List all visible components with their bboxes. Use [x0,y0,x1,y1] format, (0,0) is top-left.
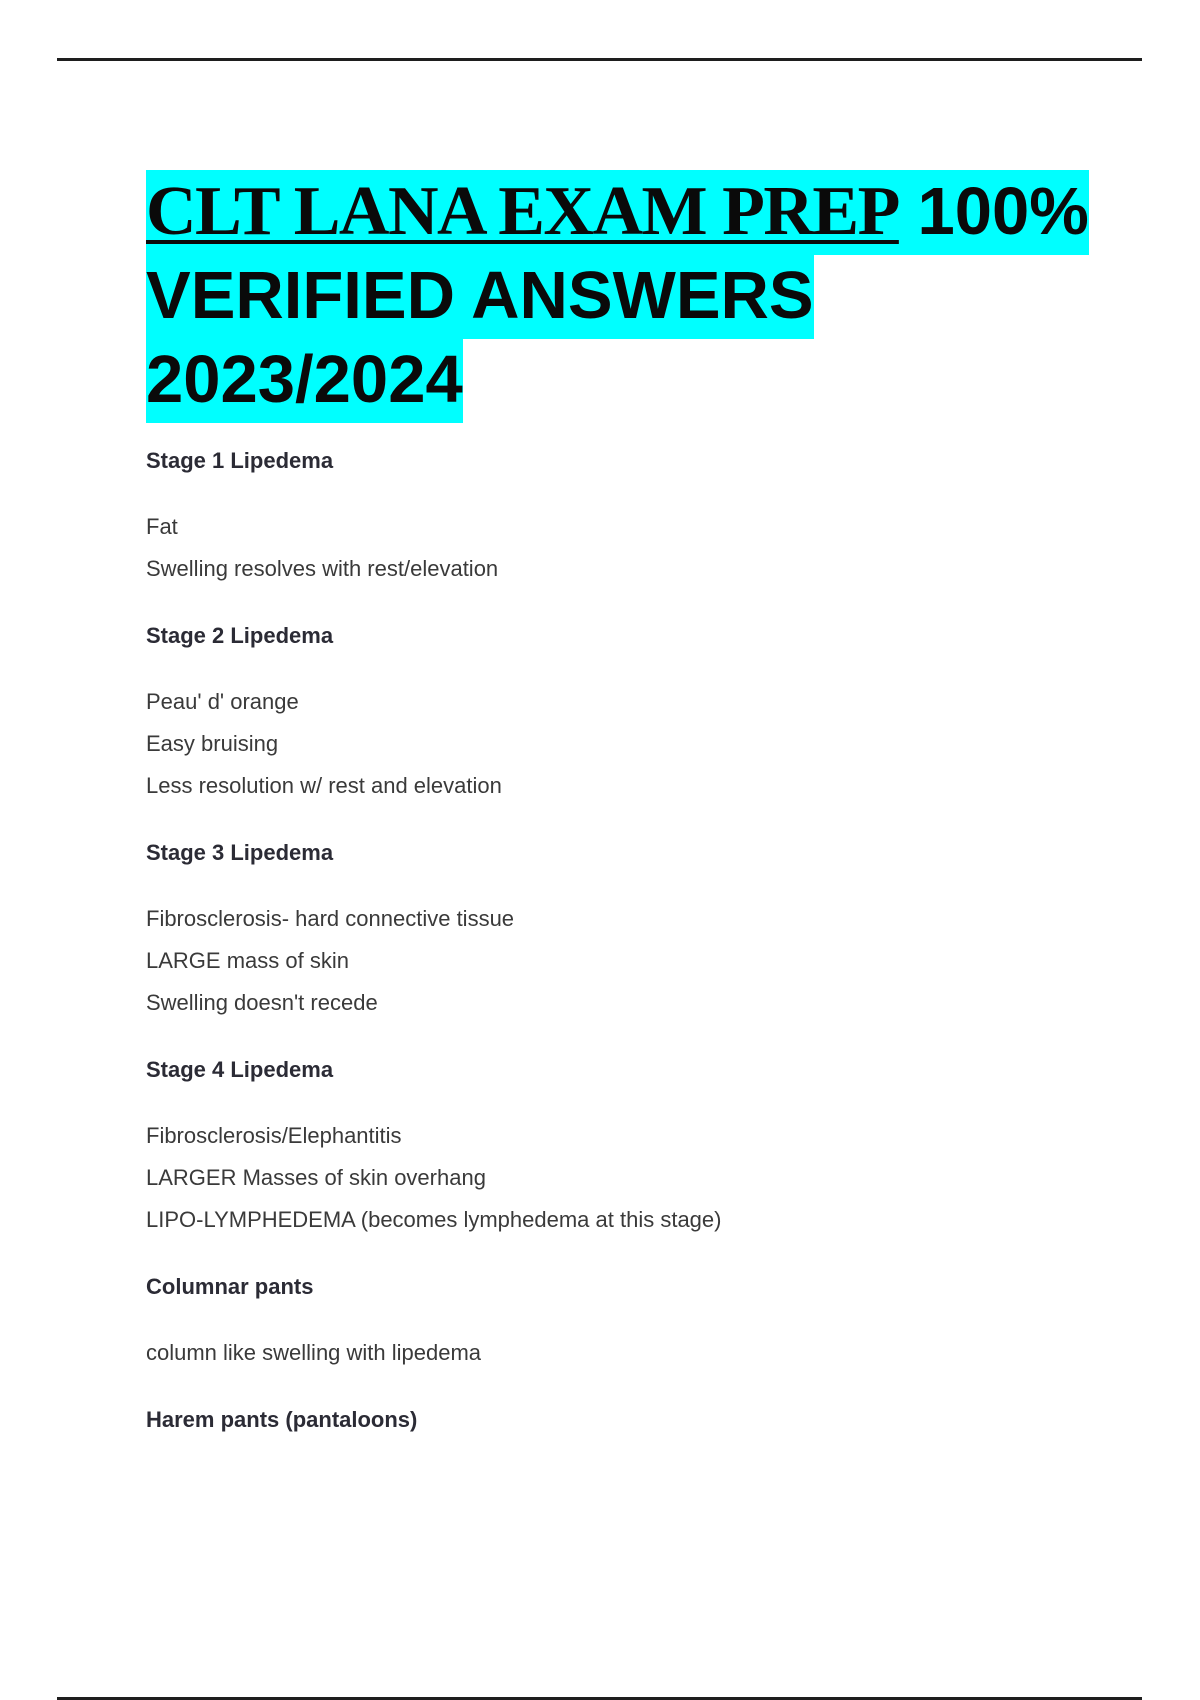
top-divider [57,58,1142,61]
document-title [146,170,1106,422]
question-heading: Stage 2 Lipedema [146,623,334,648]
answer-line: Swelling resolves with rest/elevation [146,556,499,581]
question-heading: Stage 4 Lipedema [146,1057,334,1082]
answer-line: Fibrosclerosis/Elephantitis [146,1123,402,1148]
answer-block [146,681,1096,807]
question-heading: Columnar pants [146,1274,314,1299]
answer-block [146,506,1096,590]
answer-line: LIPO-LYMPHEDEMA (becomes lymphedema at this stage) [146,1207,722,1232]
answer-line: Peau' d' orange [146,689,299,714]
title-underlined-part: CLT LANA EXAM PREP [146,173,899,250]
answer-line: Swelling doesn't recede [146,990,378,1015]
question-heading: Harem pants (pantaloons) [146,1407,418,1432]
answer-line: Less resolution w/ rest and elevation [146,773,502,798]
answer-block [146,1115,1096,1241]
question-heading: Stage 1 Lipedema [146,448,334,473]
answer-line: LARGER Masses of skin overhang [146,1165,486,1190]
answer-line: LARGE mass of skin [146,948,349,973]
answer-line: column like swelling with lipedema [146,1340,482,1365]
answer-line: Fibrosclerosis- hard connective tissue [146,906,515,931]
answer-block [146,898,1096,1024]
question-heading: Stage 3 Lipedema [146,840,334,865]
title-rest: 100% VERIFIED ANSWERS 2023/2024 [146,174,1089,417]
answer-block [146,1332,1096,1374]
answer-line: Fat [146,514,178,539]
answer-line: Easy bruising [146,731,279,756]
qa-list [146,440,1096,1465]
